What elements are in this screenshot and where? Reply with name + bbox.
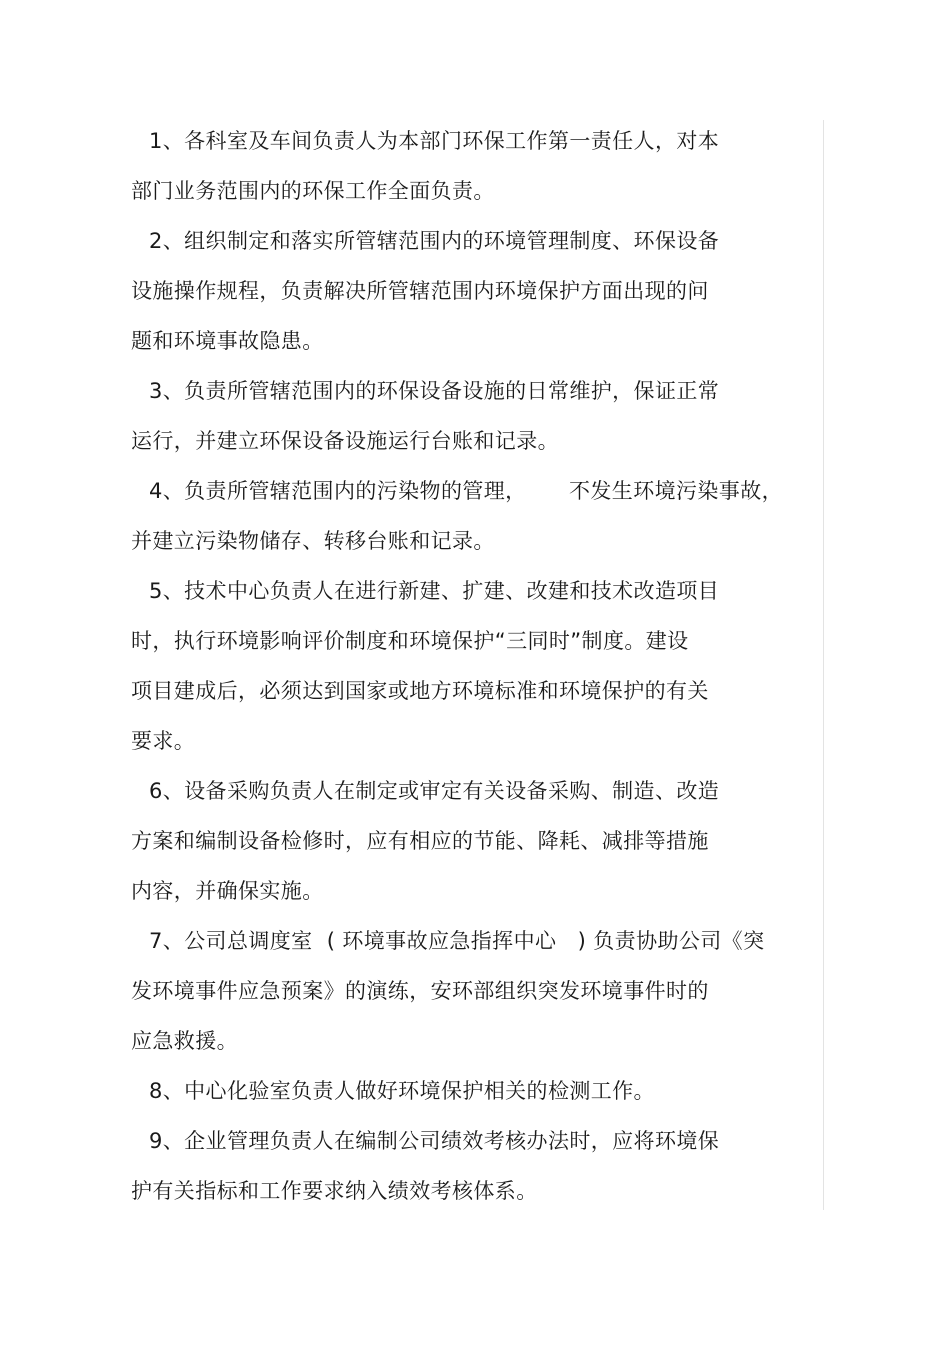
- paragraph-1: [131, 116, 811, 216]
- paragraph-5: [131, 566, 811, 766]
- paragraph-9: [131, 1116, 811, 1216]
- text-line: 2、组织制定和落实所管辖范围内的环境管理制度、环保设备: [149, 229, 720, 253]
- paragraph-4: [131, 466, 811, 566]
- paragraph-7: [131, 916, 811, 1066]
- text-line: 运行，并建立环保设备设施运行台账和记录。: [131, 429, 559, 453]
- text-line: 项目建成后，必须达到国家或地方环境标准和环境保护的有关: [131, 679, 709, 703]
- text-line: 并建立污染物储存、转移台账和记录。: [131, 529, 495, 553]
- text-line: 6、设备采购负责人在制定或审定有关设备采购、制造、改造: [149, 779, 720, 803]
- text-line: 发环境事件应急预案》的演练，安环部组织突发环境事件时的: [131, 979, 709, 1003]
- paragraph-2: [131, 216, 811, 366]
- paragraph-8: [131, 1066, 811, 1116]
- text-line: 5、技术中心负责人在进行新建、扩建、改建和技术改造项目: [149, 579, 720, 603]
- text-line: 8、中心化验室负责人做好环境保护相关的检测工作。: [149, 1079, 655, 1103]
- page-edge-rule: [823, 120, 824, 1210]
- text-line: 方案和编制设备检修时，应有相应的节能、降耗、减排等措施: [131, 829, 709, 853]
- text-line: 1、各科室及车间负责人为本部门环保工作第一责任人，对本: [149, 129, 720, 153]
- text-line: 要求。: [131, 729, 196, 753]
- text-line: 护有关指标和工作要求纳入绩效考核体系。: [131, 1179, 538, 1203]
- text-line: 内容，并确保实施。: [131, 879, 324, 903]
- paragraph-6: [131, 766, 811, 916]
- text-line: 应急救援。: [131, 1029, 238, 1053]
- text-line: 4、负责所管辖范围内的污染物的管理， 不发生环境污染事故，: [149, 479, 784, 503]
- text-line: 设施操作规程，负责解决所管辖范围内环境保护方面出现的问: [131, 279, 709, 303]
- document-body: [131, 116, 811, 1216]
- text-line: 3、负责所管辖范围内的环保设备设施的日常维护，保证正常: [149, 379, 720, 403]
- text-line: 题和环境事故隐患。: [131, 329, 324, 353]
- paragraph-3: [131, 366, 811, 466]
- text-line: 时，执行环境影响评价制度和环境保护“三同时”制度。建设: [131, 629, 689, 653]
- text-line: 9、企业管理负责人在编制公司绩效考核办法时，应将环境保: [149, 1129, 720, 1153]
- text-line: 7、公司总调度室 ( 环境事故应急指挥中心 ) 负责协助公司《突: [149, 929, 765, 953]
- text-line: 部门业务范围内的环保工作全面负责。: [131, 179, 495, 203]
